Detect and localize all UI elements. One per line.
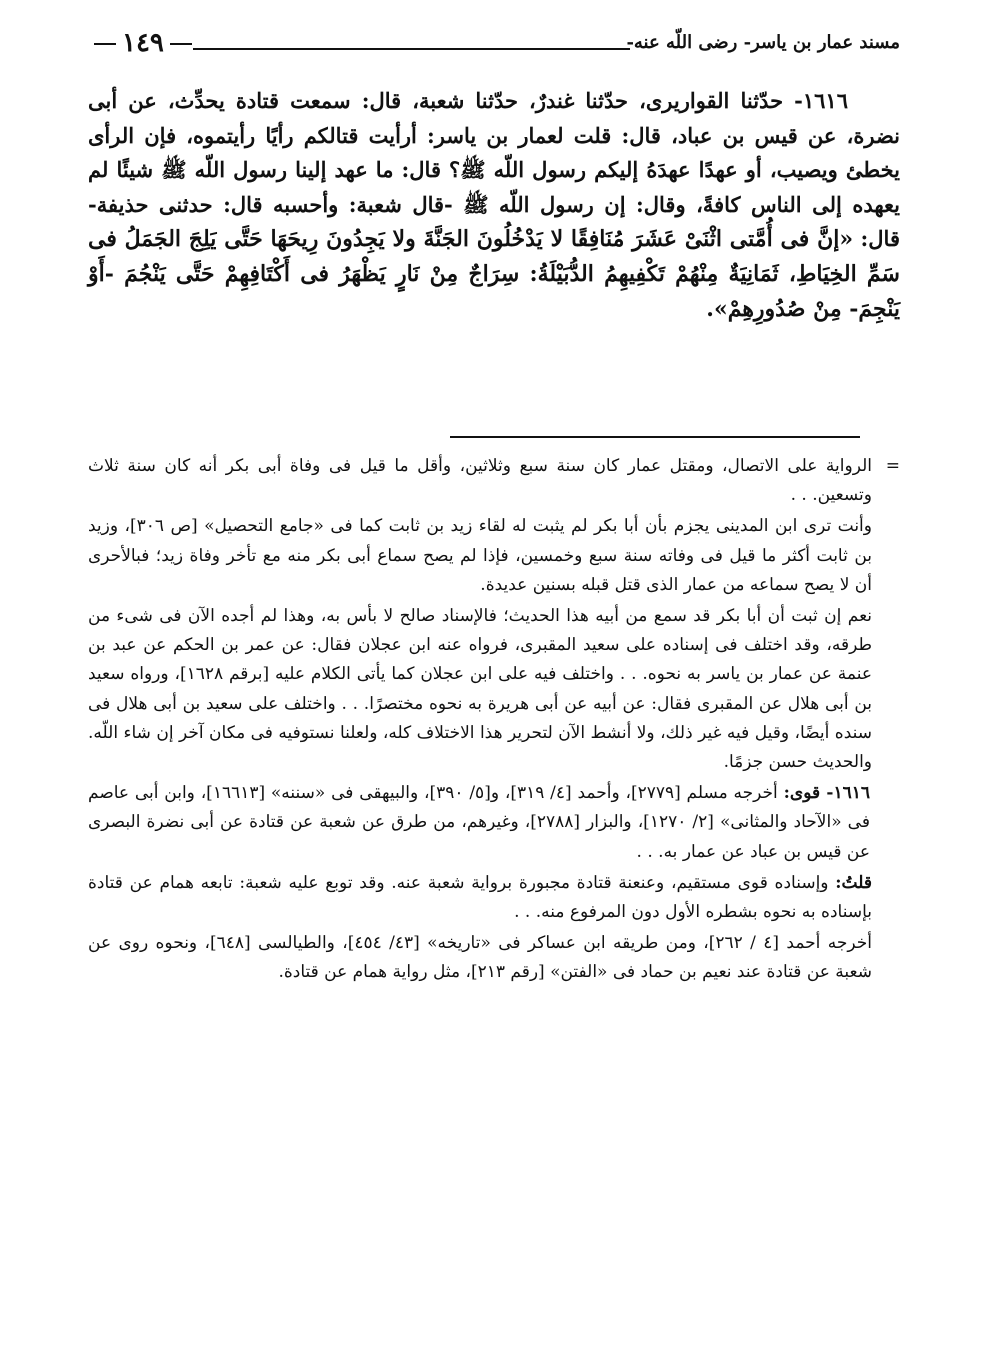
footnote-paragraph: نعم إن ثبت أن أبا بكر قد سمع من أبيه هذا الحديث؛ فالإسناد صالح لا بأس به، وهذا لم أجده الآن فى شىء من طرقه، وقد اختلف فى إسناده على سعيد المقبرى، فرواه عنه ابن عجلان فقال: عن عمر بن الحكم عن عبد بن عنمة عن عمار بن ياسر به نحوه. . . واختلف فيه على ابن عجلان كما يأتى الكلام عليه [برقم ١٦٢٨]، ورواه سعيد بن أبى هلال عن المقبرى فقال: عن أبيه عن أبى هريرة به نحوه مختصرًا. . . واختلف على سعيد بن أبى هلال فى سنده أيضًا، وقيل فيه غير ذلك، ولا أنشط الآن لتحرير هذا الاختلاف كله، ولعلنا نستوفيه فى مكان آخر إن شاء اللّه. والحديث حسن جزمًا.: [88, 606, 872, 773]
page-number: [88, 28, 198, 58]
qultu-text: وإسناده قوى مستقيم، وعنعنة قتادة مجبورة برواية شعبة عنه. وقد توبع عليه شعبة: تابعه همام عن قتادة بإسناده به نحوه بشطره الأول دون المرفوع منه. . .: [88, 872, 872, 923]
header-rule: [193, 48, 630, 50]
footnote-paragraph: [88, 869, 900, 927]
footnotes: [88, 452, 900, 990]
page-header: [88, 28, 900, 68]
hadith-paragraph: [88, 84, 900, 326]
qultu-label: قلتُ:: [835, 872, 872, 893]
footnote-text: الرواية على الاتصال، ومقتل عمار كان سنة سبع وثلاثين، وأقل ما قيل فى وفاة أبى بكر أنه كان سنة ثلاث وتسعين. . .: [88, 456, 872, 506]
footnote-paragraph: أخرجه أحمد [٤ / ٢٦٢]، ومن طريقه ابن عساكر فى «تاريخه» [٤٣/ ٤٥٤]، والطيالسى [٦٤٨]، ونحوه روى عن شعبة عن قتادة عند نعيم بن حماد فى «الفتن» [رقم ٢١٣]، مثل رواية همام عن قتادة.: [88, 933, 872, 983]
footnote-entry: [88, 779, 900, 867]
running-title: مسند عمار بن ياسر- رضى اللّه عنه-: [616, 32, 900, 53]
footnote-entry-head: ١٦١٦- قوى:: [783, 783, 870, 804]
page-number-value: ١٤٩: [122, 28, 164, 58]
continuation-marker: =: [885, 456, 900, 476]
hadith-matn: «إنَّ فى أُمَّتى اثْنَىْ عَشَرَ مُنَافِقًا لا يَدْخُلُونَ الجَنَّةَ ولا يَجِدُونَ رِيحَهَا حَتَّى يَلِجَ الجَمَلُ فى سَمِّ الخِيَاطِ، ثَمَانِيَةٌ مِنْهُمْ تَكْفِيهِمُ الدُّبَيْلَةُ: سِرَاجٌ مِنْ نَارٍ يَظْهَرُ فى أَكْتَافِهِمْ حَتَّى يَنْجُمَ -أَوْ يَنْجِمَ- مِنْ صُدُورِهِمْ».: [88, 226, 900, 322]
footnote-paragraph: وأنت ترى ابن المدينى يجزم بأن أبا بكر لم يثبت له لقاء زيد بن ثابت كما فى «جامع التحصيل» [ص ٣٠٦]، وزيد بن ثابت أكثر ما قيل فى وفاته سنة سبع وخمسين، فإذا لم يصح سماع أبى بكر منه مع تأخر وفاة زيد؛ فبالأحرى أن لا يصح سماعه من عمار الذى قتل قبله بسنين عديدة.: [88, 516, 872, 595]
footnote-entry-text: أخرجه مسلم [٢٧٧٩]، وأحمد [٤/ ٣١٩]، و[٥/ ٣٩٠]، والبيهقى فى «سننه» [١٦٦١٣]، وابن أبى عاصم فى «الآحاد والمثانى» [٢/ ١٢٧٠]، والبزار [٢٧٨٨]، وغيرهم، من طرق عن شعبة عن قتادة عن أبى نضرة البصرى عن قيس بن عباد عن عمار به. . .: [88, 783, 870, 862]
footnote-continuation: [88, 452, 900, 510]
hadith-text: [88, 84, 900, 326]
hadith-isnad: حدّثنا القواريرى، حدّثنا غندرٌ، حدّثنا شعبة، قال: سمعت قتادة يحدِّث، عن أبى نضرة، عن قيس بن عباد، قال: قلت لعمار بن ياسر: أرأيت قتالكم رأيًا رأيتموه، فإن الرأى يخطئ ويصيب، أو عهدًا عهدَهُ إليكم رسول اللّه ﷺ؟ قال: ما عهد إلينا رسول اللّه ﷺ شيئًا لم يعهده إلى الناس كافةً، وقال: إن رسول اللّه ﷺ -قال شعبة: وأحسبه قال: حدثنى حذيفة- قال:: [88, 88, 900, 252]
hadith-number: ١٦١٦-: [794, 88, 848, 113]
footnote-separator: [450, 436, 860, 438]
